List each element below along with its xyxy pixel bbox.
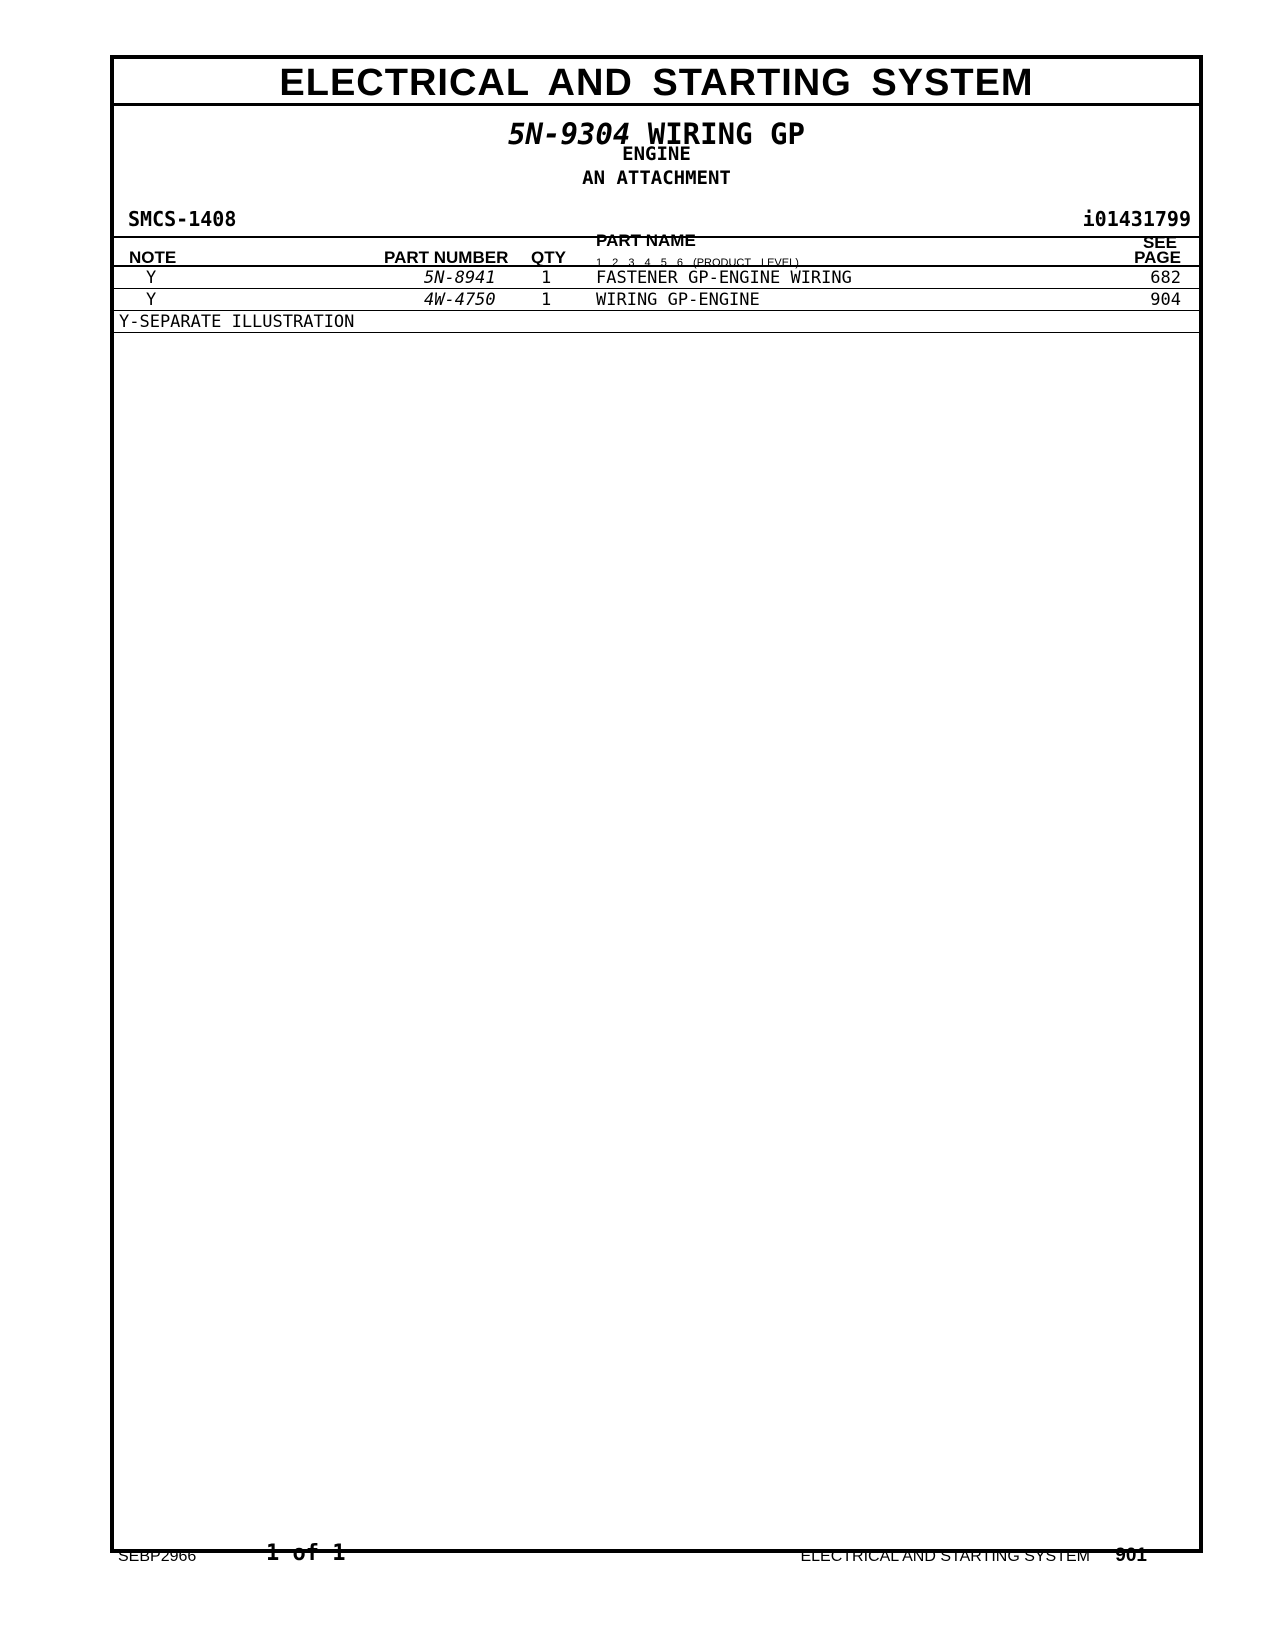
row-rule xyxy=(114,310,1199,311)
column-header-see: SEE xyxy=(1142,233,1177,252)
group-subtitle-attachment: AN ATTACHMENT xyxy=(582,167,731,189)
row-1-part-name: FASTENER GP-ENGINE WIRING xyxy=(596,268,852,288)
row-1-part-number: 5N-8941 xyxy=(424,268,496,288)
footnote: Y-SEPARATE ILLUSTRATION xyxy=(119,312,355,332)
document-code: SEBP2966 xyxy=(118,1548,197,1565)
footer-section-title: ELECTRICAL AND STARTING SYSTEM xyxy=(800,1548,1090,1565)
page-number: 901 xyxy=(1115,1545,1147,1566)
row-2-part-number: 4W-4750 xyxy=(424,290,496,310)
column-header-note: NOTE xyxy=(129,248,177,267)
group-part-number: 5N-9304 xyxy=(508,117,631,151)
row-rule xyxy=(114,288,1199,289)
row-2-qty: 1 xyxy=(541,290,552,310)
group-name: WIRING GP xyxy=(647,117,805,151)
page-frame xyxy=(110,55,1203,1553)
footnote-rule xyxy=(114,332,1199,333)
column-header-part-name: PART NAME xyxy=(596,231,696,250)
row-2-part-name: WIRING GP-ENGINE xyxy=(596,290,760,310)
smcs-code: SMCS-1408 xyxy=(128,207,237,231)
group-subtitle-engine: ENGINE xyxy=(622,143,691,165)
row-1-note: Y xyxy=(146,268,157,288)
row-2-note: Y xyxy=(146,290,157,310)
page-count: 1 of 1 xyxy=(266,1541,346,1566)
column-header-rule xyxy=(114,265,1199,267)
illustration-id: i01431799 xyxy=(1082,207,1191,231)
product-level-labels: 1 2 3 4 5 6 (PRODUCT LEVEL) xyxy=(596,257,799,269)
column-header-part-number: PART NUMBER xyxy=(384,248,509,267)
column-header-page: PAGE xyxy=(1134,248,1181,267)
section-title: ELECTRICAL AND STARTING SYSTEM xyxy=(114,59,1199,106)
column-header-qty: QTY xyxy=(531,248,566,267)
row-1-qty: 1 xyxy=(541,268,552,288)
row-1-see-page: 682 xyxy=(1150,268,1181,288)
row-2-see-page: 904 xyxy=(1150,290,1181,310)
